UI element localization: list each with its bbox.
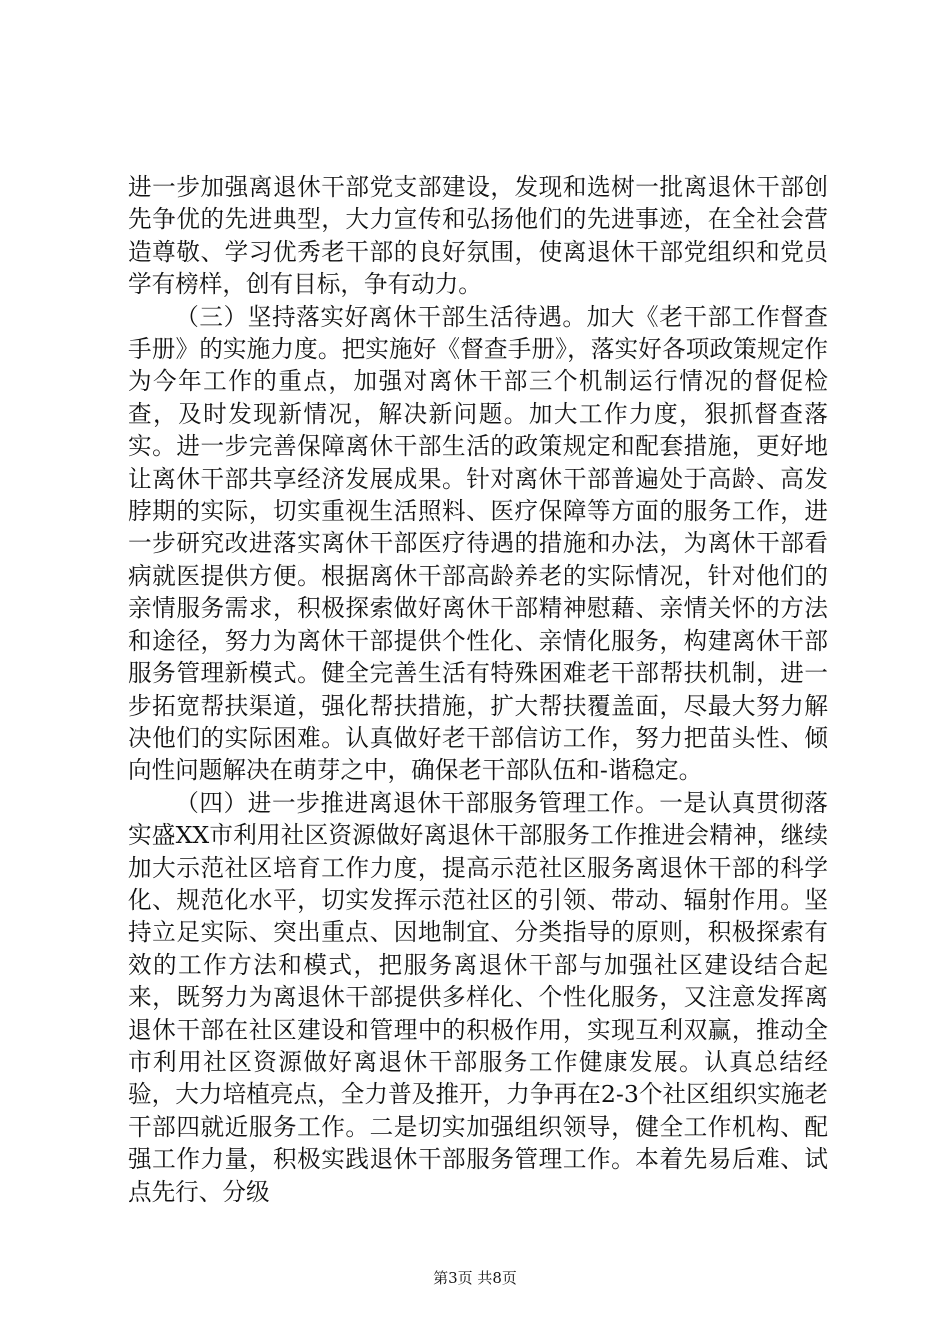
body-text bbox=[128, 171, 828, 1208]
paragraph-continuation: 进一步加强离退休干部党支部建设，发现和选树一批离退休干部创先争优的先进典型，大力宣传和弘扬他们的先进事迹，在全社会营造尊敬、学习优秀老干部的良好氛围，使离退休干部党组织和党员学有榜样，创有目标，争有动力。 bbox=[128, 173, 828, 299]
page-number-footer: 第3页 共8页 bbox=[433, 1269, 517, 1287]
paragraph-section-four: （四）进一步推进离退休干部服务管理工作。一是认真贯彻落实盛XX市利用社区资源做好离退休干部服务工作推进会精神，继续加大示范社区培育工作力度，提高示范社区服务离退休干部的科学化、规范化水平，切实发挥示范社区的引领、带动、辐射作用。坚持立足实际、突出重点、因地制宜、分类指导的原则，积极探索有效的工作方法和模式，把服务离退休干部与加强社区建设结合起来，既努力为离退休干部提供多样化、个性化服务，又注意发挥离退休干部在社区建设和管理中的积极作用，实现互利双赢，推动全市利用社区资源做好离退休干部服务工作健康发展。认真总结经验，大力培植亮点，全力普及推开，力争再在2-3个社区组织实施老干部四就近服务工作。二是切实加强组织领导，健全工作机构、配强工作力量，积极实践退休干部服务管理工作。本着先易后难、试点先行、分级 bbox=[128, 788, 828, 1206]
paragraph-section-three: （三）坚持落实好离休干部生活待遇。加大《老干部工作督查手册》的实施力度。把实施好《督查手册》，落实好各项政策规定作为今年工作的重点，加强对离休干部三个机制运行情况的督促检查，及时发现新情况，解决新问题。加大工作力度，狠抓督查落实。进一步完善保障离休干部生活的政策规定和配套措施，更好地让离休干部共享经济发展成果。针对离休干部普遍处于高龄、高发脖期的实际，切实重视生活照料、医疗保障等方面的服务工作，进一步研究改进落实离休干部医疗待遇的措施和办法，为离休干部看病就医提供方便。根据离休干部高龄养老的实际情况，针对他们的亲情服务需求，积极探索做好离休干部精神慰藉、亲情关怀的方法和途径，努力为离休干部提供个性化、亲情化服务，构建离休干部服务管理新模式。健全完善生活有特殊困难老干部帮扶机制，进一步拓宽帮扶渠道，强化帮扶措施，扩大帮扶覆盖面，尽最大努力解决他们的实际困难。认真做好老干部信访工作，努力把苗头性、倾向性问题解决在萌芽之中，确保老干部队伍和-谐稳定。 bbox=[128, 302, 828, 785]
